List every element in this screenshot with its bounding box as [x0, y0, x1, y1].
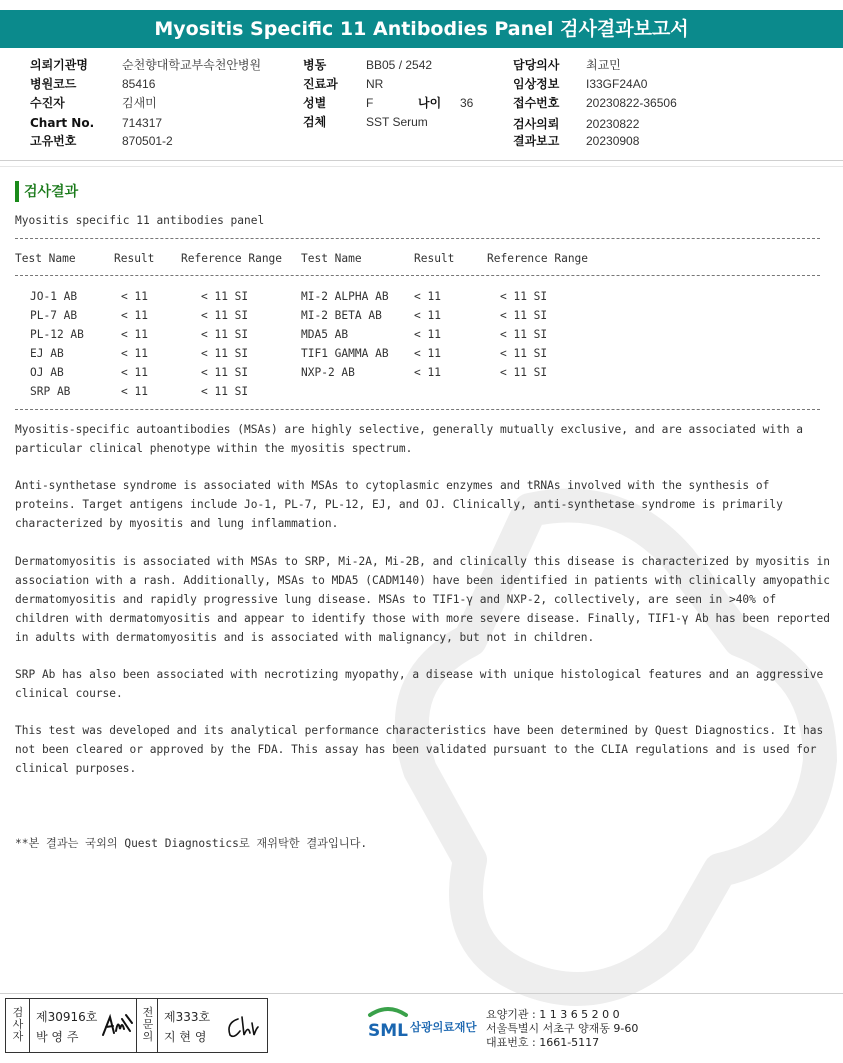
label-specimen: 검체 — [303, 115, 327, 129]
org-address: 서울특별시 서초구 양재동 9-60 — [486, 1022, 639, 1035]
note-paragraph: Anti-synthetase syndrome is associated with MSAs to cytoplasmic enzymes and tRNAs involved with the synthesis of proteins. Target antigens include Jo-1, PL-7, PL-12, EJ, and OJ. Clinically, anti-synthetase syndrome is primarily characterized by myositis and lung inflammation. — [15, 479, 783, 530]
value-physician: 최교민 — [586, 58, 621, 72]
value-requesting-hospital: 순천향대학교부속천안병원 — [122, 58, 262, 72]
table-bottom-rule — [15, 409, 820, 410]
test-name: TIF1 GAMMA AB — [301, 347, 389, 360]
test-name: NXP-2 AB — [301, 366, 355, 379]
examiner-label-cell — [6, 999, 30, 1052]
label-unique-no: 고유번호 — [30, 134, 77, 148]
org-name: 삼광의료재단 — [410, 1020, 477, 1034]
referral-note: **본 결과는 국외의 Quest Diagnostics로 재위탁한 결과입니다. — [15, 837, 368, 850]
test-reference: < 11 SI — [201, 328, 249, 341]
test-reference: < 11 SI — [201, 347, 249, 360]
footer-divider — [0, 993, 843, 994]
test-result: < 11 — [121, 347, 148, 360]
label-department: 진료과 — [303, 77, 338, 91]
test-name: EJ AB — [30, 347, 64, 360]
examiner-name: 박 영 주 — [36, 1030, 79, 1044]
section-accent-bar — [15, 181, 19, 202]
test-reference: < 11 SI — [500, 366, 548, 379]
test-reference: < 11 SI — [500, 347, 548, 360]
value-clinical-info: I33GF24A0 — [586, 77, 648, 91]
test-result: < 11 — [121, 328, 148, 341]
label-test-request: 검사의뢰 — [513, 117, 560, 131]
label-result-report: 결과보고 — [513, 134, 560, 148]
col-header-test-name-2: Test Name — [301, 252, 362, 265]
value-chart-no: 714317 — [122, 116, 163, 130]
test-reference: < 11 SI — [201, 309, 249, 322]
test-result: < 11 — [414, 290, 441, 303]
test-name: MDA5 AB — [301, 328, 349, 341]
value-unique-no: 870501-2 — [122, 134, 173, 148]
panel-name: Myositis specific 11 antibodies panel — [15, 214, 265, 227]
label-sex: 성별 — [303, 96, 327, 110]
col-header-result-2: Result — [414, 252, 455, 265]
test-result: < 11 — [121, 290, 148, 303]
value-age: 36 — [460, 96, 474, 110]
note-paragraph: SRP Ab has also been associated with necrotizing myopathy, a disease with unique histological features and an aggressive clinical course. — [15, 668, 824, 700]
value-test-request: 20230822 — [586, 117, 640, 131]
examiner-signature-icon — [100, 1011, 134, 1041]
value-department: NR — [366, 77, 384, 91]
test-reference: < 11 SI — [500, 309, 548, 322]
test-name: PL-7 AB — [30, 309, 78, 322]
org-code: 요양기관 : 1 1 3 6 5 2 0 0 — [486, 1008, 620, 1021]
test-result: < 11 — [121, 309, 148, 322]
value-result-report: 20230908 — [586, 134, 640, 148]
test-reference: < 11 SI — [500, 290, 548, 303]
value-sex: F — [366, 96, 374, 110]
test-reference: < 11 SI — [201, 366, 249, 379]
value-specimen: SST Serum — [366, 115, 428, 129]
test-name: MI-2 BETA AB — [301, 309, 382, 322]
label-clinical-info: 임상정보 — [513, 77, 560, 91]
examiner-license: 제30916호 — [36, 1010, 98, 1024]
table-top-rule — [15, 238, 820, 239]
test-name: SRP AB — [30, 385, 71, 398]
test-result: < 11 — [414, 366, 441, 379]
header-divider — [0, 160, 843, 161]
label-requesting-hospital: 의뢰기관명 — [30, 58, 88, 72]
test-reference: < 11 SI — [201, 385, 249, 398]
specialist-license: 제333호 — [164, 1010, 211, 1024]
note-paragraph: This test was developed and its analytical performance characteristics have been determined by Quest Diagnostics. It has not been cleared or approved by the FDA. This assay has been validated pursuant to the CLIA regulations and is used for clinical purposes. — [15, 724, 824, 775]
test-result: < 11 — [121, 366, 148, 379]
test-name: JO-1 AB — [30, 290, 78, 303]
col-header-reference-2: Reference Range — [487, 252, 589, 265]
label-hospital-code: 병원코드 — [30, 77, 77, 91]
col-header-test-name: Test Name — [15, 252, 76, 265]
label-receipt-no: 접수번호 — [513, 96, 560, 110]
value-patient: 김새미 — [122, 96, 157, 110]
label-physician: 담당의사 — [513, 58, 560, 72]
specialist-name: 지 현 영 — [164, 1030, 207, 1044]
label-ward: 병동 — [303, 58, 327, 72]
col-header-reference: Reference Range — [181, 252, 283, 265]
test-reference: < 11 SI — [201, 290, 249, 303]
test-result: < 11 — [414, 328, 441, 341]
org-phone: 대표번호 : 1661-5117 — [486, 1036, 600, 1049]
header-divider-light — [0, 166, 843, 167]
label-chart-no: Chart No. — [30, 116, 95, 130]
value-ward: BB05 / 2542 — [366, 58, 433, 72]
test-result: < 11 — [414, 347, 441, 360]
note-paragraph: Dermatomyositis is associated with MSAs to SRP, Mi-2A, Mi-2B, and clinically this disease is characterized by myositis in association with a rash. Additionally, MSAs to MDA5 (CADM140) have been identified in patients with clinically amyopathic dermatomyositis and rapidly progressive lung disease. MSAs to TIF1-γ and NXP-2, collectively, are seen in >40% of children with dermatomyositis and appear to identify those with more severe disease. Finally, TIF1-γ Ab has been reported in adults with dermatomyositis and is associated with malignancy, but not in children. — [15, 555, 830, 644]
test-name: OJ AB — [30, 366, 64, 379]
value-receipt-no: 20230822-36506 — [586, 96, 677, 110]
value-hospital-code: 85416 — [122, 77, 156, 91]
table-header-rule — [15, 275, 820, 276]
test-name: MI-2 ALPHA AB — [301, 290, 389, 303]
report-title: Myositis Specific 11 Antibodies Panel 검사결과보고서 — [0, 10, 843, 48]
specialist-label: 전문의 — [142, 1006, 154, 1043]
test-name: PL-12 AB — [30, 328, 84, 341]
test-result: < 11 — [121, 385, 148, 398]
section-title: 검사결과 — [24, 184, 79, 200]
specialist-label-cell — [136, 999, 158, 1052]
col-header-result: Result — [114, 252, 155, 265]
test-result: < 11 — [414, 309, 441, 322]
label-patient: 수진자 — [30, 96, 65, 110]
test-reference: < 11 SI — [500, 328, 548, 341]
note-paragraph: Myositis-specific autoantibodies (MSAs) are highly selective, generally mutually exclusive, and are associated with a particular clinical phenotype within the myositis spectrum. — [15, 423, 804, 455]
specialist-signature-icon — [224, 1013, 260, 1041]
examiner-label: 검사자 — [12, 1006, 24, 1043]
label-age: 나이 — [418, 96, 442, 110]
signature-box — [5, 998, 268, 1053]
svg-text:SML: SML — [368, 1021, 408, 1041]
sml-logo-icon — [366, 1005, 410, 1043]
